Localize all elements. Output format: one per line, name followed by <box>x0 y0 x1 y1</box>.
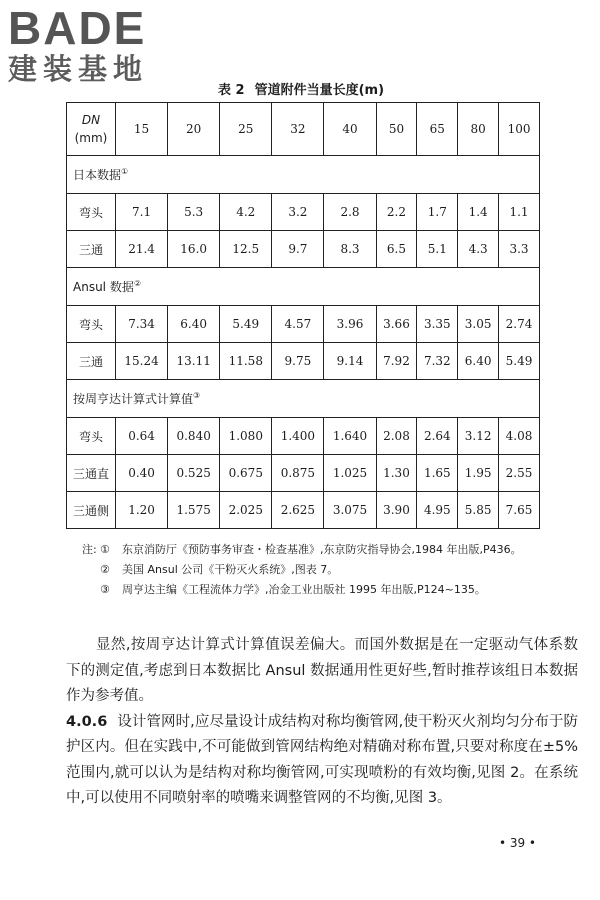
value-cell: 7.34 <box>116 306 168 343</box>
clause-number: 4.0.6 <box>66 713 108 730</box>
row-label: 弯头 <box>67 418 116 455</box>
logo-brand-text: BADE <box>8 2 147 54</box>
table-notes <box>82 542 582 602</box>
section-title: 日本数据 <box>73 168 122 182</box>
section-header-row <box>67 380 540 418</box>
body-text <box>66 633 578 812</box>
note-text: 美国 Ansul 公司《干粉灭火系统》,图表 7。 <box>122 563 339 576</box>
note-marker: ③ <box>100 583 110 596</box>
table-row <box>67 194 540 231</box>
value-cell: 2.8 <box>324 194 376 231</box>
row-label: 三通侧 <box>67 492 116 529</box>
section-title-cell <box>67 268 540 306</box>
value-cell: 1.080 <box>220 418 272 455</box>
value-cell: 7.1 <box>116 194 168 231</box>
value-cell: 12.5 <box>220 231 272 268</box>
paragraph-clause <box>66 710 578 812</box>
clause-text: 设计管网时,应尽量设计成结构对称均衡管网,使干粉灭火剂均匀分布于防护区内。但在实践中,不可能做到管网结构绝对精确对称布置,只要对称度在±5%范围内,就可以认为是结构对称均衡管网,可实现喷粉的有效均衡,见图 2。在系统中,可以使用不同喷射率的喷嘴来调整管网的不均衡,见图 3。 <box>66 713 578 806</box>
brand-logo <box>8 4 178 86</box>
dn-value-cell: 80 <box>458 103 499 156</box>
value-cell: 1.95 <box>458 455 499 492</box>
value-cell: 7.32 <box>417 343 458 380</box>
value-cell: 4.08 <box>499 418 540 455</box>
table-row <box>67 455 540 492</box>
equivalent-length-table <box>66 102 540 529</box>
dn-value-cell: 40 <box>324 103 376 156</box>
value-cell: 1.025 <box>324 455 376 492</box>
dn-value-cell: 65 <box>417 103 458 156</box>
note-prefix: 注: <box>82 543 97 556</box>
value-cell: 3.90 <box>376 492 417 529</box>
value-cell: 3.2 <box>272 194 324 231</box>
table-row <box>67 343 540 380</box>
logo-subtitle: 建装基地 <box>8 52 149 86</box>
dn-value-cell: 15 <box>116 103 168 156</box>
section-title-cell <box>67 156 540 194</box>
value-cell: 2.55 <box>499 455 540 492</box>
note-item <box>82 582 582 598</box>
value-cell: 2.64 <box>417 418 458 455</box>
section-note-ref: ② <box>133 279 141 288</box>
dn-unit: (mm) <box>74 131 108 145</box>
row-label: 三通直 <box>67 455 116 492</box>
section-title: Ansul 数据 <box>73 280 134 294</box>
value-cell: 3.66 <box>376 306 417 343</box>
value-cell: 0.525 <box>168 455 220 492</box>
value-cell: 4.57 <box>272 306 324 343</box>
value-cell: 0.40 <box>116 455 168 492</box>
note-item <box>82 542 582 558</box>
note-item <box>82 562 582 578</box>
row-label: 三通 <box>67 231 116 268</box>
value-cell: 13.11 <box>168 343 220 380</box>
section-note-ref: ③ <box>193 391 201 400</box>
note-marker: ① <box>100 543 110 556</box>
value-cell: 1.1 <box>499 194 540 231</box>
table-caption <box>218 79 384 98</box>
value-cell: 2.74 <box>499 306 540 343</box>
value-cell: 16.0 <box>168 231 220 268</box>
table-header-row <box>67 103 540 156</box>
value-cell: 1.4 <box>458 194 499 231</box>
dn-value-cell: 25 <box>220 103 272 156</box>
value-cell: 9.75 <box>272 343 324 380</box>
table-row <box>67 418 540 455</box>
value-cell: 21.4 <box>116 231 168 268</box>
section-title-cell <box>67 380 540 418</box>
value-cell: 2.625 <box>272 492 324 529</box>
dn-value-cell: 100 <box>499 103 540 156</box>
value-cell: 3.3 <box>499 231 540 268</box>
dn-header-cell <box>67 103 116 156</box>
row-label: 弯头 <box>67 306 116 343</box>
dn-header: DN <box>81 113 101 127</box>
value-cell: 3.12 <box>458 418 499 455</box>
table-title: 管道附件当量长度(m) <box>254 83 385 98</box>
dn-value-cell: 50 <box>376 103 417 156</box>
value-cell: 4.2 <box>220 194 272 231</box>
value-cell: 15.24 <box>116 343 168 380</box>
value-cell: 2.025 <box>220 492 272 529</box>
value-cell: 6.40 <box>168 306 220 343</box>
paragraph-conclusion: 显然,按周亨达计算式计算值误差偏大。而国外数据是在一定驱动气体系数下的测定值,考虑到日本数据比 Ansul 数据通用性更好些,暂时推荐该组日本数据作为参考值。 <box>66 637 578 704</box>
value-cell: 7.65 <box>499 492 540 529</box>
value-cell: 3.075 <box>324 492 376 529</box>
table-row <box>67 492 540 529</box>
row-label: 三通 <box>67 343 116 380</box>
section-title: 按周亨达计算式计算值 <box>73 392 194 406</box>
value-cell: 4.95 <box>417 492 458 529</box>
value-cell: 8.3 <box>324 231 376 268</box>
value-cell: 3.05 <box>458 306 499 343</box>
value-cell: 3.35 <box>417 306 458 343</box>
value-cell: 1.640 <box>324 418 376 455</box>
value-cell: 11.58 <box>220 343 272 380</box>
value-cell: 5.49 <box>220 306 272 343</box>
value-cell: 1.575 <box>168 492 220 529</box>
note-marker: ② <box>100 563 110 576</box>
value-cell: 5.1 <box>417 231 458 268</box>
value-cell: 1.30 <box>376 455 417 492</box>
table-row <box>67 306 540 343</box>
section-header-row <box>67 268 540 306</box>
value-cell: 9.14 <box>324 343 376 380</box>
value-cell: 4.3 <box>458 231 499 268</box>
note-text: 东京消防厅《预防事务审查・检查基准》,东京防灾指导协会,1984 年出版,P436。 <box>122 543 522 556</box>
value-cell: 5.85 <box>458 492 499 529</box>
value-cell: 2.08 <box>376 418 417 455</box>
value-cell: 2.2 <box>376 194 417 231</box>
value-cell: 3.96 <box>324 306 376 343</box>
dn-value-cell: 32 <box>272 103 324 156</box>
value-cell: 0.675 <box>220 455 272 492</box>
value-cell: 0.64 <box>116 418 168 455</box>
value-cell: 1.20 <box>116 492 168 529</box>
value-cell: 1.400 <box>272 418 324 455</box>
value-cell: 6.40 <box>458 343 499 380</box>
table-label: 表 2 <box>218 83 245 98</box>
dn-value-cell: 20 <box>168 103 220 156</box>
page-number: • 39 • <box>498 836 536 850</box>
section-header-row <box>67 156 540 194</box>
table-row <box>67 231 540 268</box>
value-cell: 0.875 <box>272 455 324 492</box>
value-cell: 6.5 <box>376 231 417 268</box>
value-cell: 1.65 <box>417 455 458 492</box>
note-text: 周亨达主编《工程流体力学》,冶金工业出版社 1995 年出版,P124~135。 <box>122 583 486 596</box>
value-cell: 9.7 <box>272 231 324 268</box>
table-body <box>67 103 540 529</box>
value-cell: 1.7 <box>417 194 458 231</box>
value-cell: 7.92 <box>376 343 417 380</box>
section-note-ref: ① <box>121 167 129 176</box>
row-label: 弯头 <box>67 194 116 231</box>
value-cell: 5.3 <box>168 194 220 231</box>
value-cell: 0.840 <box>168 418 220 455</box>
value-cell: 5.49 <box>499 343 540 380</box>
